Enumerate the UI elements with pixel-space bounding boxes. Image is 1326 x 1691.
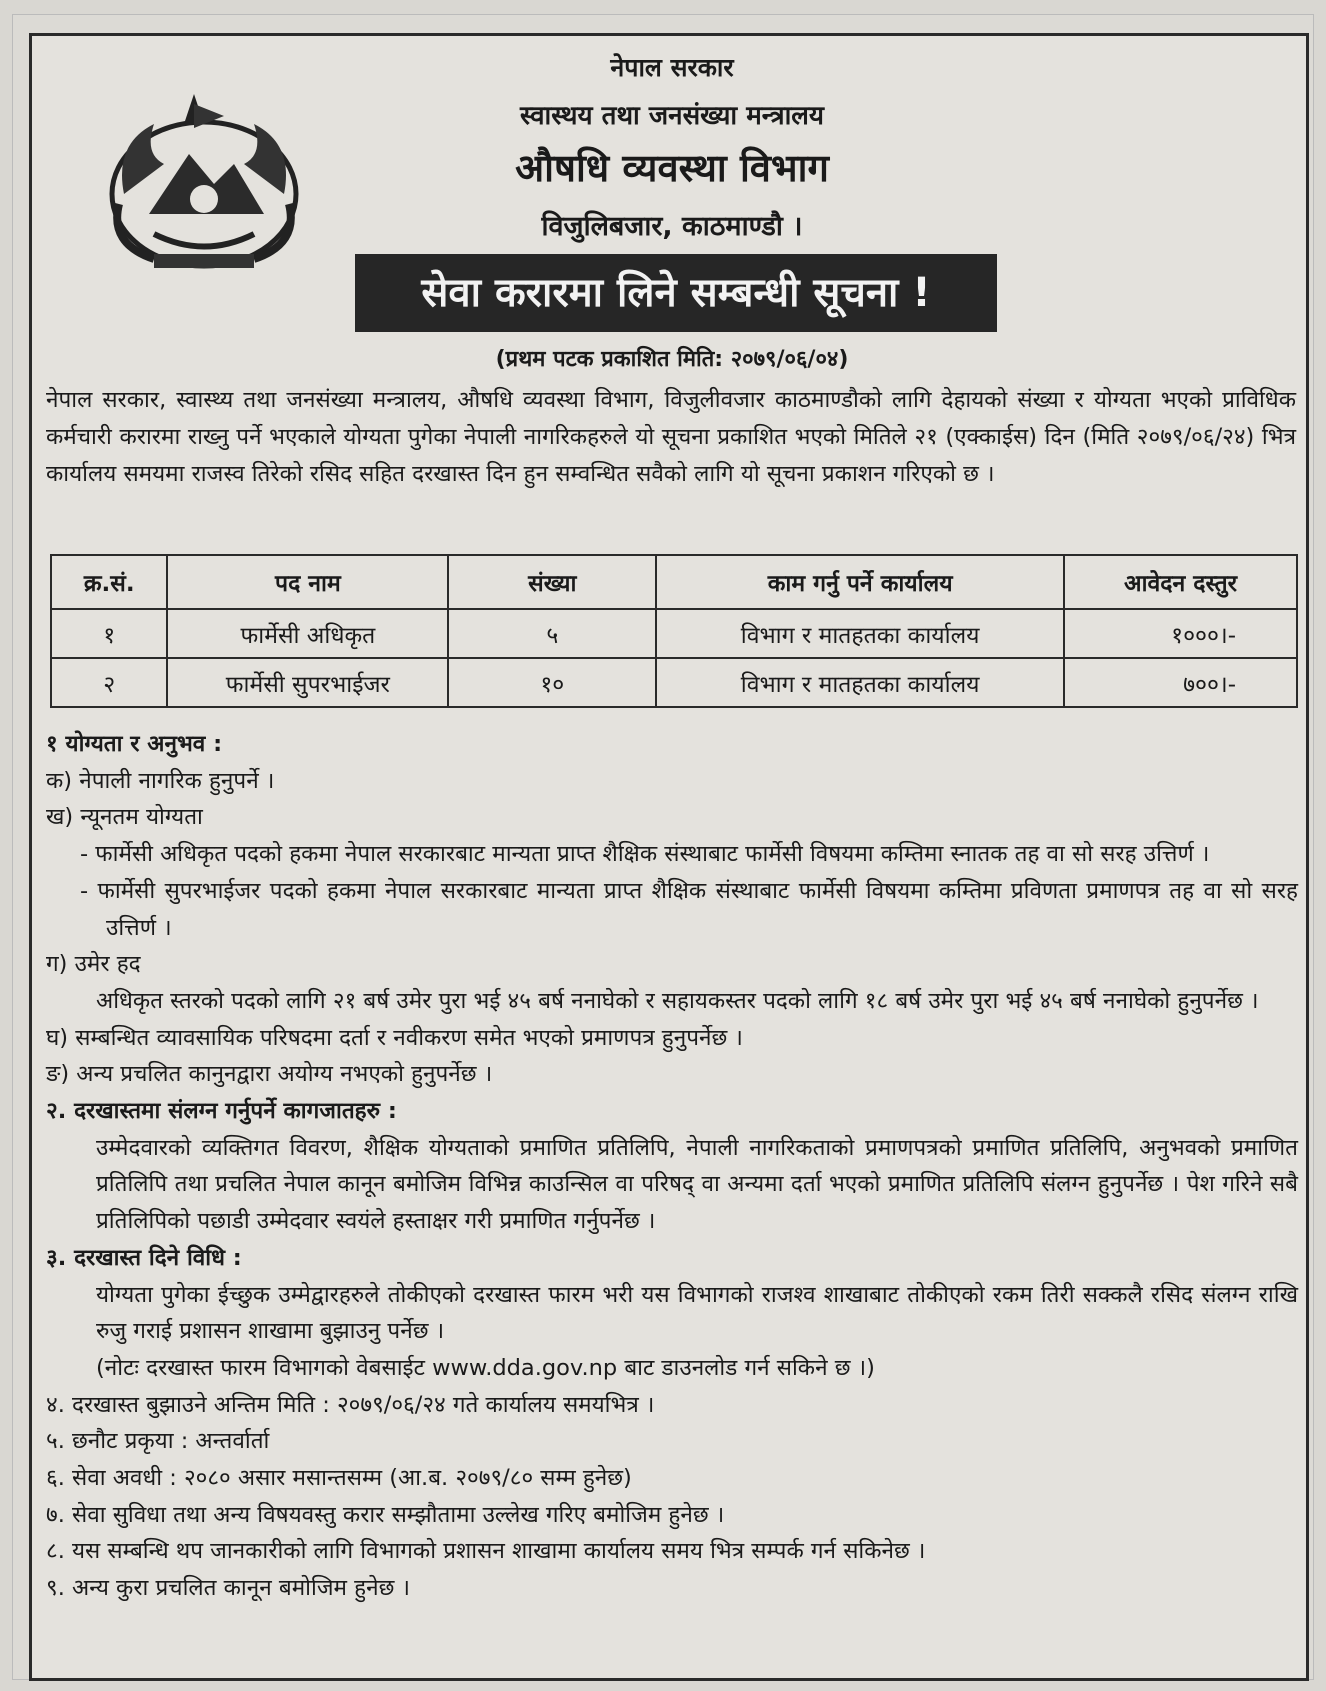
cell-post-name: फार्मेसी अधिकृत bbox=[167, 609, 448, 658]
cell-serial: २ bbox=[51, 658, 167, 707]
section-3-text: योग्यता पुगेका ईच्छुक उम्मेद्वारहरुले तोकीएको दरखास्त फारम भरी यस विभागको राजश्व शाखाबाट तोकीएको रकम तिरी सक्कलै रसिद संलग्न राखि रुजु गराई प्रशासन शाखामा बुझाउनु पर्नेछ । bbox=[96, 1281, 1298, 1345]
table-header-row bbox=[51, 555, 1297, 609]
publication-date: (प्रथम पटक प्रकाशित मिति: २०७९/०६/०४) bbox=[495, 347, 849, 372]
location-heading: विजुलिबजार, काठमाण्डौ । bbox=[541, 211, 803, 242]
table-row bbox=[51, 609, 1297, 658]
notice-box bbox=[29, 33, 1309, 1681]
section-5: ५. छनौट प्रकृया : अन्तर्वार्ता bbox=[46, 1428, 270, 1455]
cell-fee: ७००।- bbox=[1064, 658, 1297, 707]
section-2-title: २. दरखास्तमा संलग्न गर्नुपर्ने कागजातहरु : bbox=[46, 1098, 397, 1125]
section-3-title: ३. दरखास्त दिने विधि : bbox=[46, 1244, 242, 1271]
government-heading: नेपाल सरकार bbox=[610, 53, 734, 82]
cell-fee: १०००।- bbox=[1064, 609, 1297, 658]
section-1-gha: घ) सम्बन्धित व्यावसायिक परिषदमा दर्ता र नवीकरण समेत भएको प्रमाणपत्र हुनुपर्नेछ । bbox=[46, 1024, 743, 1051]
positions-table bbox=[50, 554, 1298, 708]
section-6: ६. सेवा अवधी : २०८० असार मसान्तसम्म (आ.ब. २०७९/८० सम्म हुनेछ) bbox=[46, 1465, 632, 1492]
section-4: ४. दरखास्त बुझाउने अन्तिम मिति : २०७९/०६/२४ गते कार्यालय समयभित्र । bbox=[46, 1391, 655, 1418]
section-1-kha-item-1: - फार्मेसी अधिकृत पदको हकमा नेपाल सरकारबाट मान्यता प्राप्त शैक्षिक संस्थाबाट फार्मेसी विषयमा कम्तिमा स्नातक तह वा सो सरह उत्तिर्ण । bbox=[80, 841, 1210, 868]
section-1-title: १ योग्यता र अनुभव : bbox=[46, 731, 223, 757]
notice-body bbox=[46, 726, 1298, 1607]
section-1-ga: ग) उमेर हद bbox=[46, 951, 141, 978]
ministry-heading: स्वास्थय तथा जनसंख्या मन्त्रालय bbox=[519, 101, 825, 131]
section-3-note: (नोटः दरखास्त फारम विभागको वेबसाईट www.dda.gov.np बाट डाउनलोड गर्न सकिने छ ।) bbox=[96, 1354, 875, 1381]
section-1-kha: ख) न्यूनतम योग्यता bbox=[46, 804, 203, 831]
section-2-text: उम्मेदवारको व्यक्तिगत विवरण, शैक्षिक योग्यताको प्रमाणित प्रतिलिपि, नेपाली नागरिकताको प्रमाणपत्रको प्रमाणित प्रतिलिपि, अनुभवको प्रमाणित प्रतिलिपि तथा प्रचलित नेपाल कानून बमोजिम विभिन्न काउन्सिल वा परिषद् वा अन्यमा दर्ता भएको प्रमाणित प्रतिलिपि संलग्न हुनुपर्नेछ । पेश गरिने सबै प्रतिलिपिको पछाडी उम्मेदवार स्वयंले हस्ताक्षर गरी प्रमाणित गर्नुपर्नेछ । bbox=[96, 1134, 1298, 1235]
header-fee: आवेदन दस्तुर bbox=[1064, 555, 1297, 609]
newspaper-page bbox=[12, 14, 1314, 1680]
table-row bbox=[51, 658, 1297, 707]
cell-post-name: फार्मेसी सुपरभाईजर bbox=[167, 658, 448, 707]
intro-paragraph: नेपाल सरकार, स्वास्थ्य तथा जनसंख्या मन्त्रालय, औषधि व्यवस्था विभाग, विजुलीवजार काठमाण्डौको लागि देहायको संख्या र योग्यता भएको प्राविधिक कर्मचारी करारमा राख्नु पर्ने भएकाले योग्यता पुगेका नेपाली नागरिकहरुले यो सूचना प्रकाशित भएको मितिले २१ (एक्काईस) दिन (मिति २०७९/०६/२४) भित्र कार्यालय समयमा राजस्व तिरेको रसिद सहित दरखास्त दिन हुन सम्वन्धित सवैको लागि यो सूचना प्रकाशन गरिएको छ । bbox=[46, 387, 1296, 487]
header-office: काम गर्नु पर्ने कार्यालय bbox=[656, 555, 1064, 609]
section-1-nga: ङ) अन्य प्रचलित कानुनद्वारा अयोग्य नभएको हुनुपर्नेछ । bbox=[46, 1061, 493, 1088]
notice-title-banner: सेवा करारमा लिने सम्बन्धी सूचना ! bbox=[355, 254, 997, 332]
department-heading: औषधि व्यवस्था विभाग bbox=[515, 146, 829, 190]
section-1-kha-item-2: - फार्मेसी सुपरभाईजर पदको हकमा नेपाल सरकारबाट मान्यता प्राप्त शैक्षिक संस्थाबाट फार्मेसी विषयमा कम्तिमा प्रविणता प्रमाणपत्र तह वा सो सरह उत्तिर्ण । bbox=[80, 877, 1298, 941]
section-8: ८. यस सम्बन्धि थप जानकारीको लागि विभागको प्रशासन शाखामा कार्यालय समय भित्र सम्पर्क गर्न सकिनेछ । bbox=[46, 1538, 926, 1565]
header-post-name: पद नाम bbox=[167, 555, 448, 609]
cell-office: विभाग र मातहतका कार्यालय bbox=[656, 658, 1064, 707]
cell-count: १० bbox=[448, 658, 656, 707]
section-1-ga-text: अधिकृत स्तरको पदको लागि २१ बर्ष उमेर पुरा भई ४५ बर्ष ननाघेको र सहायकस्तर पदको लागि १८ बर्ष उमेर पुरा भई ४५ बर्ष ननाघेको हुनुपर्नेछ । bbox=[96, 987, 1259, 1014]
section-1-ka: क) नेपाली नागरिक हुनुपर्ने । bbox=[46, 767, 275, 794]
cell-count: ५ bbox=[448, 609, 656, 658]
header-count: संख्या bbox=[448, 555, 656, 609]
section-7: ७. सेवा सुविधा तथा अन्य विषयवस्तु करार सम्झौतामा उल्लेख गरिए बमोजिम हुनेछ । bbox=[46, 1501, 725, 1528]
header-serial: क्र.सं. bbox=[51, 555, 167, 609]
cell-office: विभाग र मातहतका कार्यालय bbox=[656, 609, 1064, 658]
section-9: ९. अन्य कुरा प्रचलित कानून बमोजिम हुनेछ । bbox=[46, 1575, 411, 1602]
cell-serial: १ bbox=[51, 609, 167, 658]
